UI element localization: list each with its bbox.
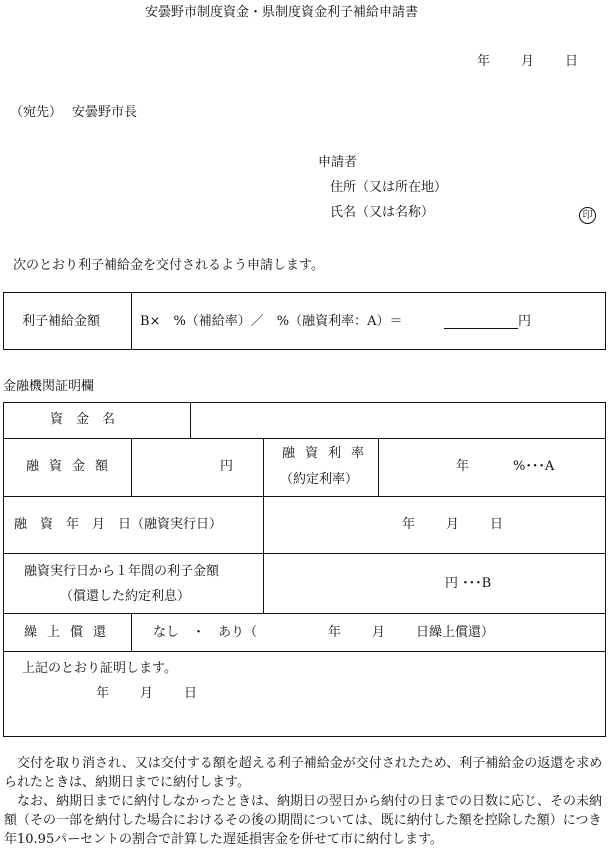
fund-name-label: 資 金 名 [50, 412, 116, 427]
amount-divider [131, 292, 132, 350]
prepay-day: 日繰上償還） [416, 625, 495, 640]
applicant-heading: 申請者 [318, 155, 358, 170]
applicant-name-label: 氏名（又は名称） [330, 205, 435, 220]
note-paragraph-1: 交付を取り消され、又は交付する額を超える利子補給金が交付されたため、利子補給金の返還を求められたときは、納期日までに納付します。 [4, 756, 603, 790]
col-line [378, 438, 379, 496]
intro-text: 次のとおり利子補給金を交付されるよう申請します。 [13, 258, 324, 273]
seal-mark: 印 [579, 207, 596, 224]
row-line [3, 651, 606, 652]
interest-value: 円 ･･･B [445, 576, 492, 591]
prepay-month: 月 [372, 625, 386, 640]
row-line [3, 438, 606, 439]
rate-sublabel: （約定利率） [280, 472, 359, 487]
col-line [263, 496, 264, 613]
rate-label: 融資利率 [282, 446, 375, 461]
prepay-year: 年 [328, 625, 342, 640]
amount-underline [444, 328, 518, 329]
page-title: 安曇野市制度資金・県制度資金利子補給申請書 [145, 5, 419, 20]
addressee-label: （宛先） [10, 105, 63, 120]
row-line [3, 553, 606, 554]
loan-date-year: 年 [402, 517, 416, 532]
interest-label: 融資実行日から１年間の利子金額 [24, 564, 220, 579]
interest-sublabel: （償還した約定利息） [60, 589, 191, 604]
col-line [131, 438, 132, 496]
certify-month: 月 [140, 686, 154, 701]
note-paragraph-2: なお、納期日までに納付しなかったときは、納期日の翌日から納付の日までの日数に応じ、その未納額（その一部を納付した場合におけるその後の期間については、既に納付した額を控除した額）につき年10.95パーセントの割合で計算した遅延損害金を併せて市に納付します。 [4, 794, 603, 847]
applicant-address-label: 住所（又は所在地） [330, 180, 448, 195]
loan-date-month: 月 [446, 517, 460, 532]
bank-section-heading: 金融機関証明欄 [3, 379, 95, 394]
col-line [190, 402, 191, 438]
loan-date-label: 融 資 年 月 日（融資実行日） [14, 517, 223, 532]
loan-amount-label: 融資金額 [26, 459, 119, 474]
amount-label: 利子補給金額 [22, 314, 101, 329]
date-month: 月 [521, 54, 535, 69]
loan-date-day: 日 [490, 517, 504, 532]
certify-year: 年 [96, 686, 110, 701]
certify-day: 日 [184, 686, 198, 701]
col-line [131, 613, 132, 651]
certify-text: 上記のとおり証明します。 [22, 661, 177, 676]
rate-year: 年 [456, 459, 470, 474]
addressee-name: 安曇野市長 [72, 105, 138, 120]
loan-amount-unit: 円 [220, 459, 234, 474]
date-year: 年 [477, 54, 491, 69]
amount-unit: 円 [518, 314, 532, 329]
row-line [3, 613, 606, 614]
row-line [3, 496, 606, 497]
rate-percent: %･･･A [513, 459, 555, 474]
amount-formula: B× %（補給率）／ %（融資利率：A）＝ [140, 314, 403, 329]
prepay-label: 繰上償還 [24, 625, 117, 640]
prepay-options: なし ・ あり（ [153, 625, 258, 640]
date-day: 日 [565, 54, 579, 69]
col-line [263, 438, 264, 496]
